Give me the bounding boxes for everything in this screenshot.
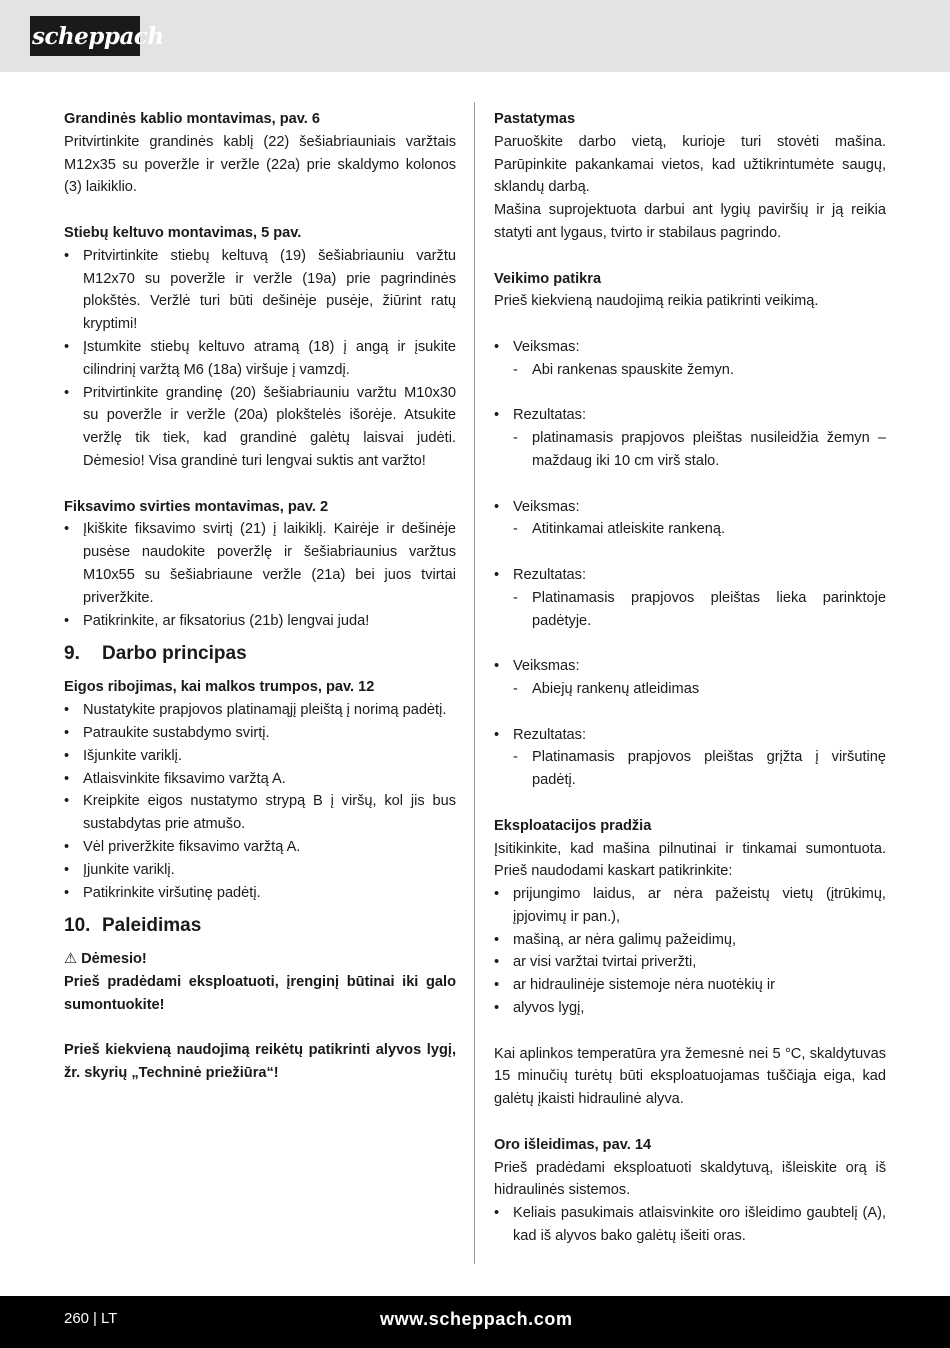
section-title-function-check: Veikimo patikra [494, 270, 602, 287]
list-item: • Patikrinkite, ar fiksatorius (21b) lengvai juda! [64, 610, 456, 633]
step-label: • Veiksmas: [494, 496, 886, 519]
chapter-number: 9. [64, 643, 80, 665]
language-code: LT [100, 1310, 118, 1327]
paragraph-chain-hook: Pritvirtinkite grandinės kablį (22) šešiabriauniais varžtais M12x35 su poveržle ir veržle (22a) prie skaldymo kolonos (3) laikiklio. [64, 133, 456, 196]
step-detail: - Atitinkamai atleiskite rankeną. [494, 518, 886, 541]
section-title-log-lift: Stiebų keltuvo montavimas, 5 pav. [64, 224, 302, 241]
step-list [494, 564, 886, 587]
column-divider [474, 102, 475, 1264]
step-list [494, 655, 886, 678]
step-detail: - platinamasis prapjovos pleištas nusileidžia žemyn – maždaug iki 10 cm virš stalo. [494, 427, 886, 473]
step-detail: - Platinamasis prapjovos pleištas lieka parinktoje padėtyje. [494, 587, 886, 633]
footer-bar [0, 1296, 950, 1348]
right-column [494, 108, 886, 1248]
brand-logo: scheppach [30, 16, 140, 56]
list-item: • Įjunkite variklį. [64, 859, 456, 882]
list-item: • mašiną, ar nėra galimų pažeidimų, [494, 929, 886, 952]
list-item: • Įkiškite fiksavimo svirtį (21) į laikiklį. Kairėje ir dešinėje pusėse naudokite poveržlę ir šešiabriaunius varžtus M10x55 su šešiabriaune veržle (21a) bei juos tvirtai priveržkite. [64, 518, 456, 609]
paragraph-temperature: Kai aplinkos temperatūra yra žemesnė nei 5 °C, skaldytuvas 15 minučių turėtų būti eksploatuojamas tuščiąja eiga, kad galėtų įkaisti hidraulinė alyva. [494, 1045, 886, 1108]
step-detail: - Abiejų rankenų atleidimas [494, 678, 886, 701]
section-title-bleeding: Oro išleidimas, pav. 14 [494, 1136, 652, 1153]
list-item: • Atlaisvinkite fiksavimo varžtą A. [64, 768, 456, 791]
step-label: • Rezultatas: [494, 564, 886, 587]
list-item: • ar hidraulinėje sistemoje nėra nuotėkių ir [494, 974, 886, 997]
page-separator: | [93, 1310, 97, 1327]
step-label: • Veiksmas: [494, 336, 886, 359]
step-label: • Rezultatas: [494, 724, 886, 747]
step-list [494, 404, 886, 427]
chapter-heading-9 [64, 642, 456, 666]
warning-title: Dėmesio! [81, 951, 147, 968]
paragraph-function-check: Prieš kiekvieną naudojimą reikia patikrinti veikimą. [494, 293, 819, 310]
section-title-setup: Pastatymas [494, 111, 576, 127]
website-link[interactable]: www.scheppach.com [380, 1309, 573, 1329]
list-item: • Patraukite sustabdymo svirtį. [64, 722, 456, 745]
section-title-stroke-limit: Eigos ribojimas, kai malkos trumpos, pav. 12 [64, 679, 375, 696]
section-title-chain-hook: Grandinės kablio montavimas, pav. 6 [64, 111, 321, 127]
list-item: • Įstumkite stiebų keltuvo atramą (18) į angą ir įsukite cilindrinį varžtą M6 (18a) viršuje į vamzdį. [64, 336, 456, 382]
warning-heading [64, 948, 456, 971]
list-item: • alyvos lygį, [494, 997, 886, 1020]
step-detail: - Platinamasis prapjovos pleištas grįžta į viršutinę padėtį. [494, 746, 886, 792]
left-column [64, 108, 456, 1085]
step-label: • Veiksmas: [494, 655, 886, 678]
list-item: • Patikrinkite viršutinę padėtį. [64, 882, 456, 905]
list-item: • Pritvirtinkite stiebų keltuvą (19) šešiabriauniu varžtu M12x70 su poveržle ir veržle (19a) prie pagrindinės plokštės. Veržlė turi būti dešinėje pusėje, žiūrint ratų kryptimi! [64, 245, 456, 336]
list-item: • Keliais pasukimais atlaisvinkite oro išleidimo gaubtelį (A), kad iš alyvos bako galėtų išeiti oras. [494, 1202, 886, 1248]
list-commissioning [494, 883, 886, 1020]
warning-triangle-icon: ⚠ [64, 951, 78, 968]
list-item: • Išjunkite variklį. [64, 745, 456, 768]
list-locking-lever [64, 518, 456, 632]
warning-text: Prieš pradėdami eksploatuoti, įrenginį būtinai iki galo sumontuokite! [64, 974, 456, 1013]
chapter-title: Paleidimas [102, 915, 202, 937]
chapter-heading-10 [64, 914, 456, 938]
list-log-lift [64, 245, 456, 473]
paragraph-setup-1: Paruoškite darbo vietą, kurioje turi stovėti mašina. Parūpinkite pakankamai vietos, kad užtikrintumėte saugų, sklandų darbą. [494, 133, 886, 196]
step-list [494, 336, 886, 359]
list-item: • Kreipkite eigos nustatymo strypą B į viršų, kol jis bus sustabdytas prie atmušo. [64, 790, 456, 836]
section-title-commissioning: Eksploatacijos pradžia [494, 817, 652, 834]
chapter-title: Darbo principas [102, 643, 247, 665]
list-bleeding [494, 1202, 886, 1248]
step-list [494, 496, 886, 519]
list-item: • Nustatykite prapjovos platinamąjį pleištą į norimą padėtį. [64, 699, 456, 722]
page-number [64, 1296, 117, 1342]
list-item: • Pritvirtinkite grandinę (20) šešiabriauniu varžtu M10x30 su poveržle ir veržle (20a) plokštelės išorėje. Atsukite veržlę tik tiek, kad grandinė galėtų laisvai judėti. Dėmesio! Visa grandinė turi lengvai suktis ant varžto! [64, 382, 456, 473]
paragraph-commissioning: Įsitikinkite, kad mašina pilnutinai ir tinkamai sumontuota. Prieš naudodami kaskart patikrinkite: [494, 840, 886, 880]
chapter-number: 10. [64, 915, 91, 937]
paragraph-bleeding: Prieš pradėdami eksploatuoti skaldytuvą, išleiskite orą iš hidraulinės sistemos. [494, 1159, 886, 1199]
section-title-locking-lever: Fiksavimo svirties montavimas, pav. 2 [64, 498, 329, 515]
list-item: • prijungimo laidus, ar nėra pažeistų vietų (įtrūkimų, įpjovimų ir pan.), [494, 883, 886, 929]
step-list [494, 724, 886, 747]
list-stroke-limit [64, 699, 456, 904]
step-label: • Rezultatas: [494, 404, 886, 427]
header-bar [0, 0, 950, 72]
step-detail: - Abi rankenas spauskite žemyn. [494, 359, 886, 382]
list-item: • ar visi varžtai tvirtai priveržti, [494, 951, 886, 974]
page-number-value: 260 [64, 1310, 90, 1327]
oil-check-note: Prieš kiekvieną naudojimą reikėtų patikrinti alyvos lygį, žr. skyrių „Techninė priežiūra“! [64, 1042, 456, 1082]
list-item: • Vėl priveržkite fiksavimo varžtą A. [64, 836, 456, 859]
paragraph-setup-2: Mašina suprojektuota darbui ant lygių paviršių ir ją reikia statyti ant lygaus, tvirto ir stabilaus pagrindo. [494, 202, 886, 241]
